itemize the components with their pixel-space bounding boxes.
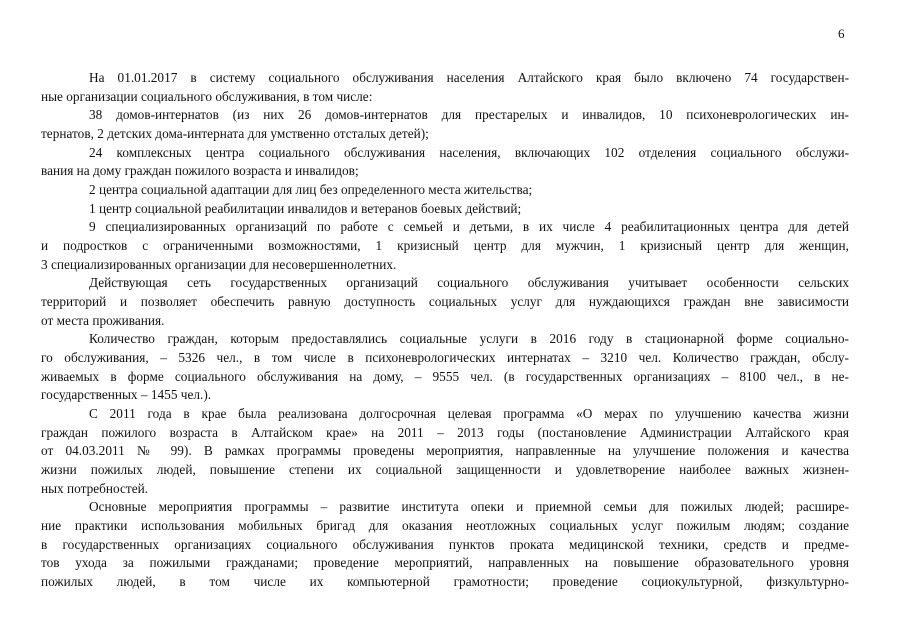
- text-line: государственных – 1455 чел.).: [41, 387, 212, 403]
- text-line: территорий и позволяет обеспечить равную доступность социальных услуг для нуждающихся граждан вне зависимости: [41, 294, 849, 310]
- text-line: Действующая сеть государственных организаций социального обслуживания учитывает особенности сельских: [89, 275, 849, 291]
- text-line: 24 комплексных центра социального обслуживания населения, включающих 102 отделения социального обслужи-: [89, 144, 849, 160]
- text-line: жизни пожилых людей, повышение степени их социальной защищенности и удовлетворение наиболее важных жизнен-: [41, 462, 849, 478]
- text-line: ные организации социального обслуживания, в том числе:: [41, 88, 373, 104]
- text-line: Основные мероприятия программы – развитие института опеки и приемной семьи для пожилых людей; расшире-: [89, 499, 849, 515]
- text-line: от места проживания.: [41, 312, 165, 328]
- text-line: тернатов, 2 детских дома-интерната для умственно отсталых детей);: [41, 126, 429, 142]
- text-line: Количество граждан, которым предоставлялись социальные услуги в 2016 году в стационарной форме социально-: [89, 331, 849, 347]
- text-line: 3 специализированных организации для несовершеннолетних.: [41, 256, 397, 272]
- document-body: [41, 69, 849, 592]
- text-line: и подростков с ограниченными возможностями, 1 кризисный центр для мужчин, 1 кризисный центр для женщин,: [41, 238, 849, 254]
- page-number: 6: [838, 26, 845, 41]
- text-line: ние практики использования мобильных бригад для оказания неотложных социальных услуг пожилым людям; создание: [41, 518, 849, 534]
- text-line: ных потребностей.: [41, 480, 149, 496]
- text-line: живаемых в форме социального обслуживания на дому, – 9555 чел. (в государственных организациях – 8100 чел., в не-: [41, 368, 849, 384]
- text-line: С 2011 года в крае была реализована долгосрочная целевая программа «О мерах по улучшению качества жизни: [89, 406, 849, 422]
- text-line: тов ухода за пожилыми гражданами; проведение мероприятий, направленных на повышение образовательного уровня: [41, 555, 849, 571]
- text-line: 1 центр социальной реабилитации инвалидов и ветеранов боевых действий;: [89, 200, 522, 216]
- text-line: го обслуживания, – 5326 чел., в том числе в психоневрологических интернатах – 3210 чел. Количество граждан, обслу-: [41, 350, 849, 366]
- text-line: На 01.01.2017 в систему социального обслуживания населения Алтайского края было включено 74 государствен-: [89, 70, 849, 85]
- text-line: вания на дому граждан пожилого возраста и инвалидов;: [41, 163, 359, 179]
- text-line: 38 домов-интернатов (из них 26 домов-интернатов для престарелых и инвалидов, 10 психоневрологических ин-: [89, 107, 849, 123]
- text-line: 9 специализированных организаций по работе с семьей и детьми, в их числе 4 реабилитационных центра для детей: [89, 219, 849, 235]
- text-line: от 04.03.2011 № 99). В рамках программы проведены мероприятия, направленные на улучшение положения и качества: [41, 443, 849, 459]
- text-line: пожилых людей, в том числе их компьютерной грамотности; проведение социокультурной, физкультурно-: [41, 574, 849, 590]
- text-line: 2 центра социальной адаптации для лиц без определенного места жительства;: [89, 182, 533, 198]
- text-line: граждан пожилого возраста в Алтайском крае» на 2011 – 2013 годы (постановление Администрации Алтайского края: [41, 424, 849, 440]
- text-line: в государственных организациях социального обслуживания пунктов проката медицинской техники, средств и предме-: [41, 536, 849, 552]
